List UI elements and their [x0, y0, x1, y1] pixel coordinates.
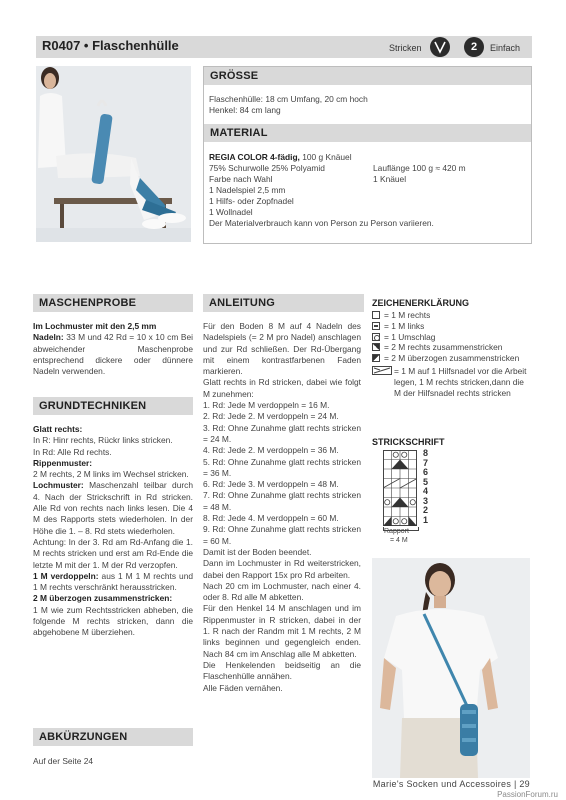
- anleitung-para-7: Die Henkelenden beidseitig an die Flaschenhülle annähen.: [203, 659, 361, 682]
- page-title: R0407 • Flaschenhülle: [42, 38, 179, 53]
- section-heading-groesse: GRÖSSE: [204, 67, 531, 85]
- chart-row-7: 7: [423, 457, 429, 468]
- anleitung-row-9: 9. Rd: Ohne Zunahme glatt rechts stricken = 60 M.: [203, 524, 361, 546]
- anleitung-row-4: 4. Rd: Jede 2. M verdoppeln = 36 M.: [203, 445, 339, 456]
- rapport-value: = 4 M: [390, 537, 408, 544]
- loch-note: Achtung: In der 3. Rd am Rd-Anfang die 1. M rechts stricken und erst am Rd-Ende die letzte M mit der 1. M der Rd verzopfen.: [33, 536, 193, 570]
- material-color: Farbe nach Wahl: [209, 174, 273, 184]
- section-heading-grundtechniken: GRUNDTECHNIKEN: [33, 397, 193, 415]
- abkuerzungen-text: Auf der Seite 24: [33, 756, 94, 766]
- anleitung-para-2: Glatt rechts in Rd stricken, dabei wie folgt M zunehmen:: [203, 377, 361, 399]
- anleitung-row-2: 2. Rd: Jede 2. M verdoppeln = 24 M.: [203, 411, 339, 422]
- rippen-title: Rippenmuster:: [33, 457, 93, 468]
- glatt-line-2: In Rd: Alle Rd rechts.: [33, 446, 112, 457]
- legend-item-knit: = 1 M rechts: [372, 310, 532, 321]
- anleitung-para-1: Für den Boden 8 M auf 4 Nadeln des Nadelspiels (= 2 M pro Nadel) anschlagen und zur Rd schließen. Der Rd-Übergang mit einem kontrastfarbenen Faden markieren.: [203, 321, 361, 377]
- glatt-line-1: In R: Hinr rechts, Rückr links stricken.: [33, 435, 173, 446]
- model-photo-standing: [372, 558, 530, 778]
- anleitung-text: [203, 321, 361, 694]
- material-needles: 1 Nadelspiel 2,5 mm: [209, 185, 286, 195]
- groesse-line-1: Flaschenhülle: 18 cm Umfang, 20 cm hoch: [209, 94, 368, 104]
- watermark: PassionForum.ru: [497, 790, 558, 799]
- chart-row-1: 1: [423, 514, 429, 525]
- chart-row-2: 2: [423, 505, 429, 515]
- anleitung-para-5: Nach 20 cm im Lochmuster, nach einer 4. oder 8. Rd alle M abketten.: [203, 580, 361, 603]
- grundtechniken-text: [33, 424, 193, 639]
- groesse-line-2: Henkel: 84 cm lang: [209, 105, 281, 115]
- section-heading-maschenprobe: MASCHENPROBE: [33, 294, 193, 312]
- purl-symbol-icon: [372, 322, 380, 330]
- chart-heading: STRICKSCHRIFT: [372, 437, 445, 447]
- chart-row-numbers: [423, 449, 428, 525]
- legend-item-yarnover: = 1 Umschlag: [372, 332, 532, 343]
- legend-item-k2tog: = 2 M rechts zusammenstricken: [372, 342, 532, 353]
- maschenprobe-text: [33, 321, 193, 377]
- yarnover-symbol-icon: [372, 333, 380, 341]
- ueberzogen-text: 1 M wie zum Rechtsstricken abheben, die folgende M rechts stricken, dann die abgehobene M überziehen.: [33, 604, 193, 638]
- level-label-einfach: Einfach: [490, 43, 521, 53]
- glatt-title: Glatt rechts:: [33, 424, 83, 434]
- section-heading-abkuerzungen: ABKÜRZUNGEN: [33, 728, 193, 746]
- difficulty-badge: 2: [464, 37, 484, 57]
- anleitung-row-5: 5. Rd: Ohne Zunahme glatt rechts stricken = 36 M.: [203, 456, 361, 478]
- material-yarn-weight: 100 g Knäuel: [299, 152, 352, 162]
- material-wool-needle: 1 Wollnadel: [209, 207, 253, 217]
- rippen-text: 2 M rechts, 2 M links im Wechsel stricken.: [33, 469, 189, 480]
- anleitung-row-3: 3. Rd: Ohne Zunahme glatt rechts stricken = 24 M.: [203, 422, 361, 444]
- legend-heading: ZEICHENERKLÄRUNG: [372, 298, 470, 308]
- k2tog-symbol-icon: [372, 343, 380, 351]
- model-photo-sitting: [36, 66, 191, 242]
- ueberzogen-title: 2 M überzogen zusammenstricken:: [33, 593, 173, 604]
- knit-symbol-icon: [372, 311, 380, 319]
- chart-row-4: 4: [423, 486, 429, 496]
- material-yarn-name: REGIA COLOR 4-fädig,: [209, 152, 300, 162]
- material-length: Lauflänge 100 g ≈ 420 m: [373, 163, 466, 173]
- legend-item-purl: = 1 M links: [372, 321, 532, 332]
- anleitung-para-6: Für den Henkel 14 M anschlagen und im Rippenmuster in R stricken, dabei in der 1. R nach der Randm mit 1 M rechts, 2 M links beginnen und gegengleich enden. Nach 84 cm im Anschlag alle M abketten.: [203, 603, 361, 659]
- material-note: Der Materialverbrauch kann von Person zu Person variieren.: [209, 218, 434, 228]
- anleitung-row-6: 6. Rd: Jede 3. M verdoppeln = 48 M.: [203, 479, 339, 490]
- anleitung-row-7: 7. Rd: Ohne Zunahme glatt rechts stricken = 48 M.: [203, 490, 361, 512]
- anleitung-row-1: 1. Rd: Jede M verdoppeln = 16 M.: [203, 400, 330, 411]
- cable-symbol-icon: [372, 366, 392, 378]
- anleitung-para-8: Alle Fäden vernähen.: [203, 682, 283, 693]
- section-heading-anleitung: ANLEITUNG: [203, 294, 364, 312]
- knitting-needles-icon: [430, 37, 450, 57]
- knitting-chart-grid: [383, 450, 417, 526]
- chart-row-3: 3: [423, 495, 429, 506]
- loch-title: Lochmuster:: [33, 480, 84, 491]
- legend-item-cable: = 1 M auf 1 Hilfsnadel vor die Arbeit legen, 1 M rechts stricken,dann die M der Hilfsnadel rechts stricken: [372, 366, 532, 398]
- maschenprobe-sub: Im Lochmuster mit den 2,5 mm: [33, 321, 157, 331]
- chart-row-5: 5: [423, 476, 429, 487]
- maschenprobe-body: 33 M und 42 Rd = 10 x 10 cm Bei abweichender Maschenprobe entsprechend dickere oder dünnere Nadeln verwenden.: [33, 332, 193, 377]
- page-footer: Marie's Socken und Accessoires | 29: [372, 779, 530, 789]
- ssk-symbol-icon: [372, 354, 380, 362]
- rapport-label: Rapport: [384, 528, 409, 535]
- material-quantity: 1 Knäuel: [373, 174, 407, 184]
- material-aux-needle: 1 Hilfs- oder Zopfnadel: [209, 196, 294, 206]
- verdoppeln-text: aus 1 M 1 M rechts und 1 M rechts verschränkt herausstricken.: [33, 570, 194, 593]
- chart-row-8: 8: [423, 448, 429, 458]
- maschenprobe-needles-label: Nadeln:: [33, 332, 64, 343]
- material-composition: 75% Schurwolle 25% Polyamid: [209, 163, 325, 173]
- level-label-stricken: Stricken: [389, 43, 422, 53]
- anleitung-para-4: Dann im Lochmuster in Rd weiterstricken, dabei den Rapport 15x pro Rd arbeiten.: [203, 558, 361, 580]
- anleitung-row-8: 8. Rd: Jede 4. M verdoppeln = 60 M.: [203, 513, 339, 524]
- loch-text: Maschenzahl teilbar durch 4. Nach der Strickschrift in Rd stricken. Alle Rd von rechts nach links lesen. Die 4 M des Rapports stets wiederholen. In der Höhe die 1. – 8. Rd stets wiederholen.: [33, 480, 193, 536]
- section-heading-material: MATERIAL: [204, 124, 531, 142]
- anleitung-para-3: Damit ist der Boden beendet.: [203, 546, 312, 557]
- verdoppeln-title: 1 M verdoppeln:: [33, 570, 99, 581]
- chart-row-6: 6: [423, 467, 429, 477]
- legend-item-ssk: = 2 M überzogen zusammenstricken: [372, 353, 532, 364]
- material-yarn: [209, 152, 352, 163]
- legend-list: [372, 310, 532, 398]
